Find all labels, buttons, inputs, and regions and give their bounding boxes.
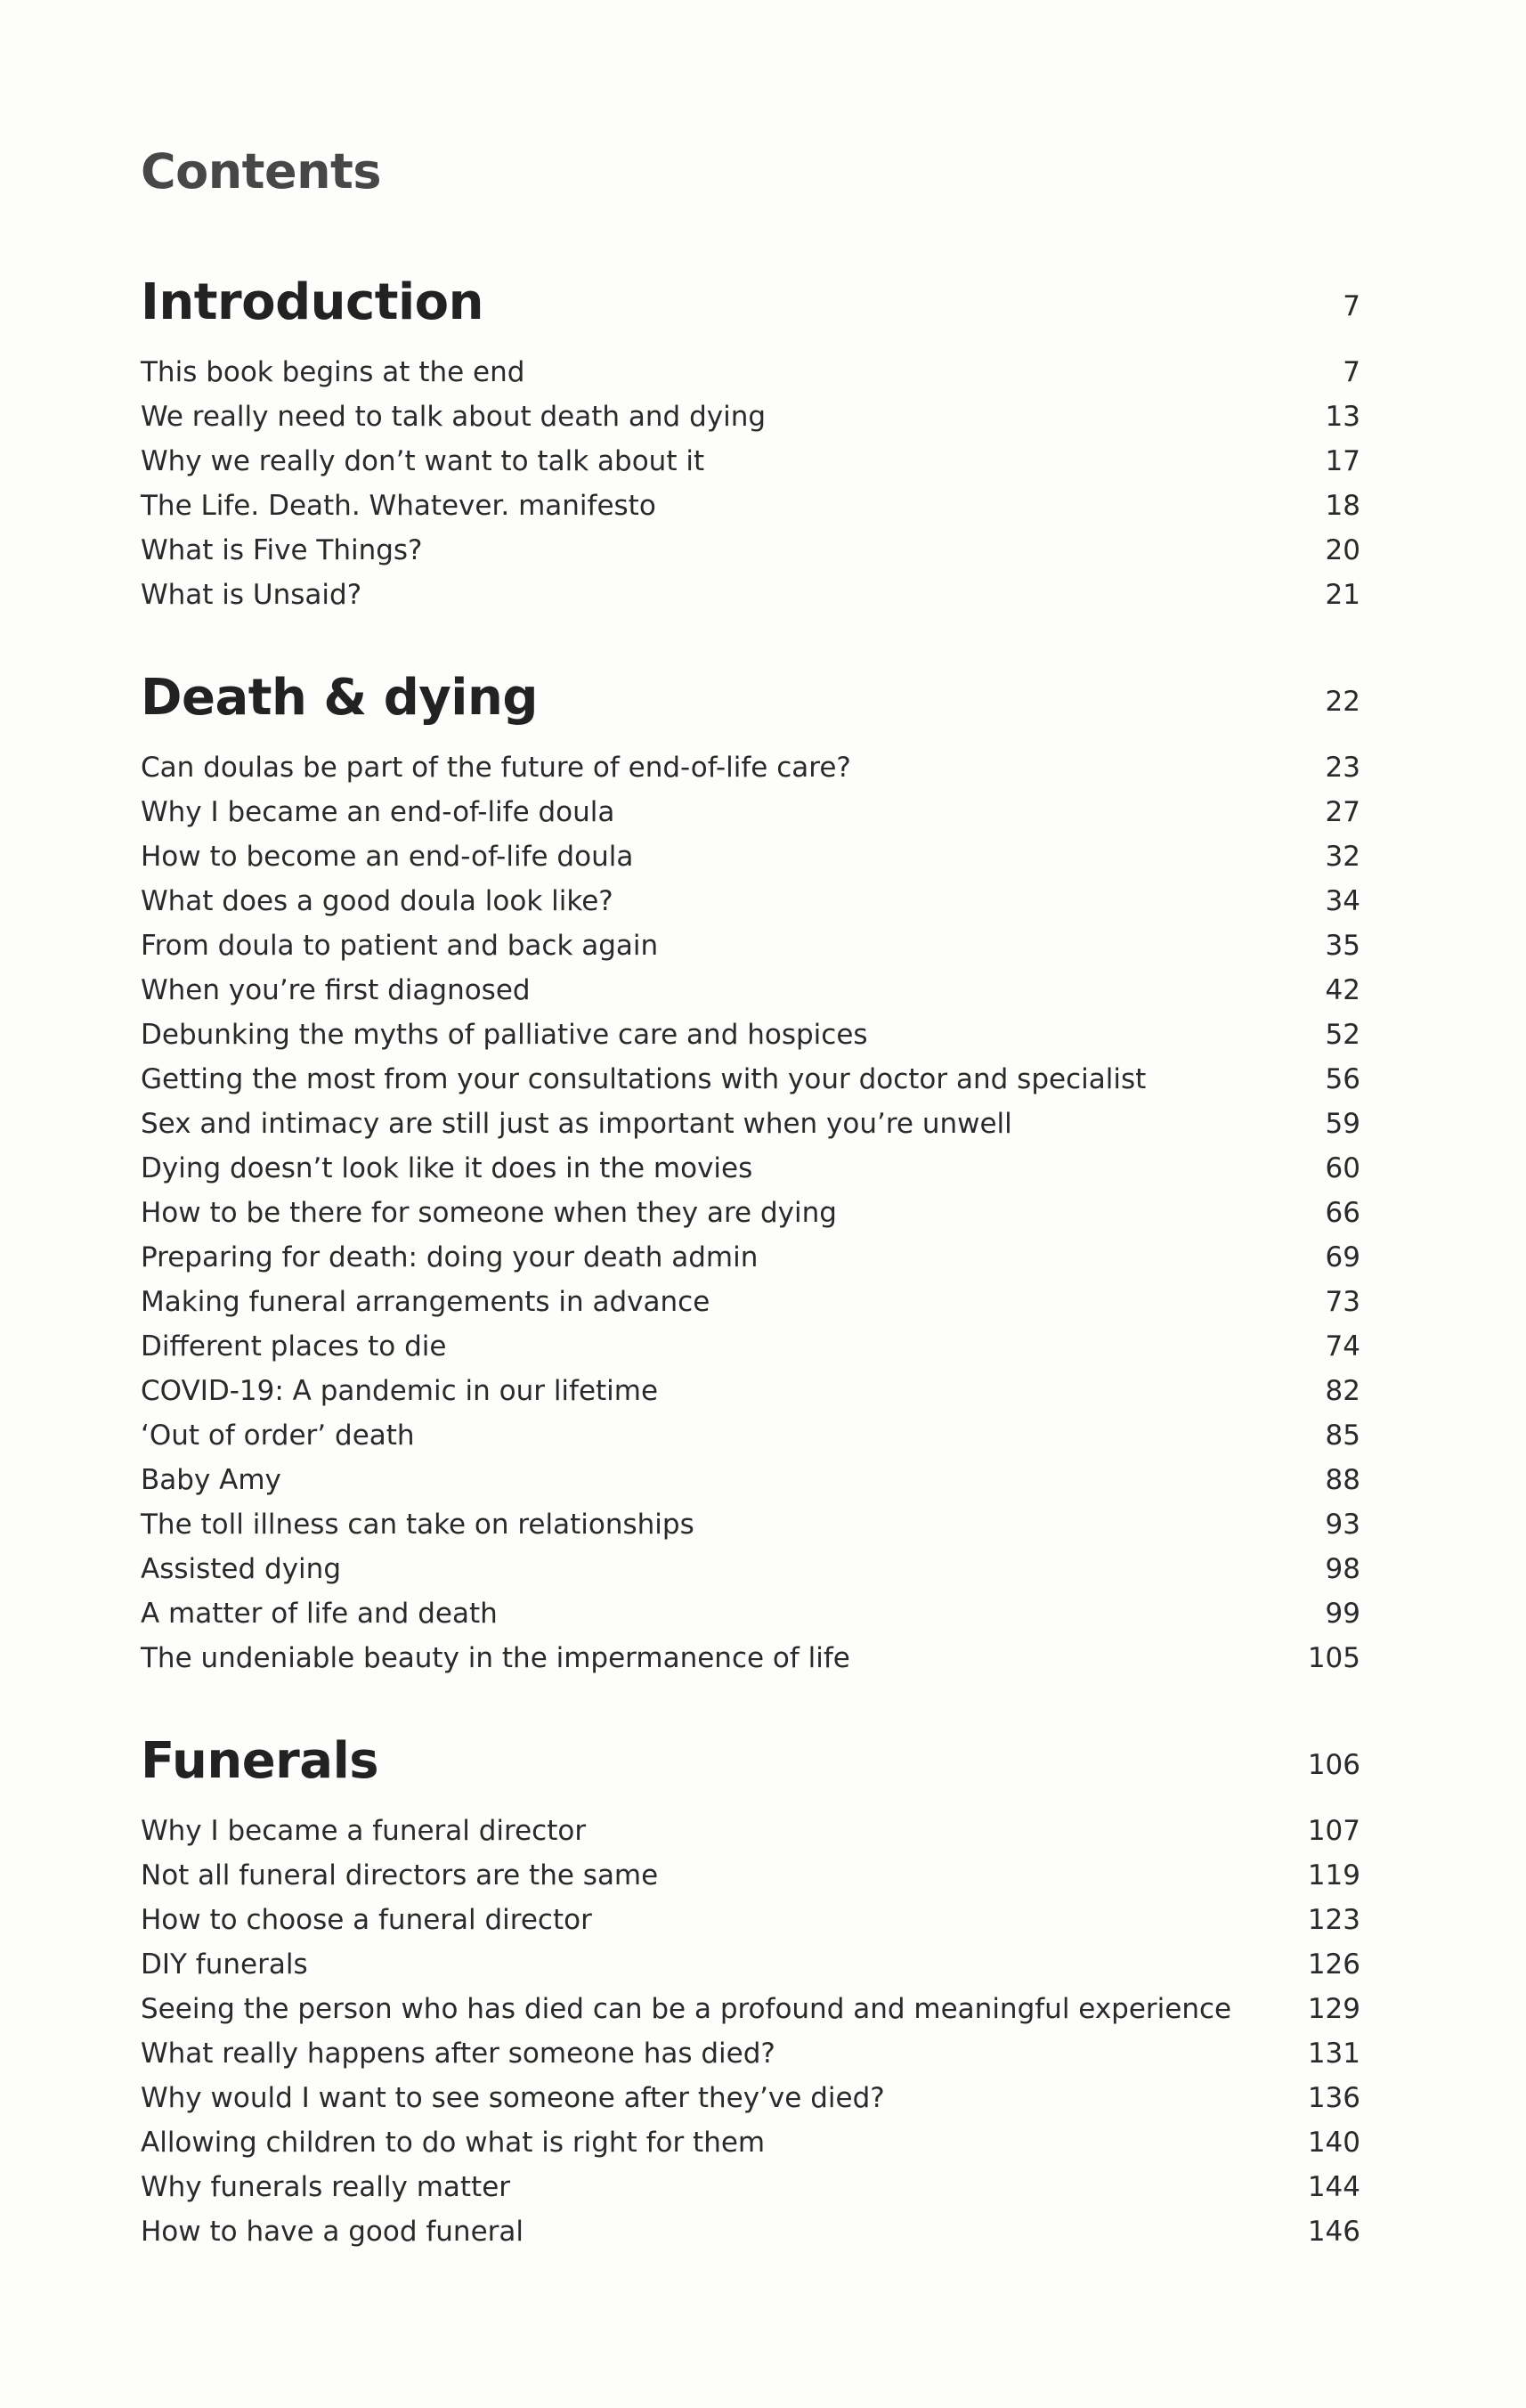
entry-title: Different places to die <box>141 1330 447 1363</box>
entry-title: Why I became an end-of-life doula <box>141 796 615 828</box>
entry-page-number: 144 <box>1307 2171 1360 2203</box>
entry-title: What does a good doula look like? <box>141 885 613 917</box>
section-title: Introduction <box>141 273 484 331</box>
entry-title: The undeniable beauty in the impermanence of life <box>141 1642 850 1674</box>
entry-title: Can doulas be part of the future of end-of-life care? <box>141 752 851 784</box>
section-heading[interactable] <box>141 266 1360 338</box>
contents-page <box>141 141 1360 2254</box>
toc-entry[interactable] <box>141 1369 1360 1413</box>
entry-title: The toll illness can take on relationships <box>141 1509 694 1541</box>
section-page-number: 22 <box>1325 686 1360 718</box>
toc-entry[interactable] <box>141 1413 1360 1458</box>
toc-entry[interactable] <box>141 879 1360 923</box>
entry-title: Why would I want to see someone after they’ve died? <box>141 2082 885 2114</box>
entry-title: Baby Amy <box>141 1464 281 1496</box>
toc-entry[interactable] <box>141 1809 1360 1853</box>
entry-title: What really happens after someone has died? <box>141 2038 775 2070</box>
entry-title: Why we really don’t want to talk about it <box>141 445 705 477</box>
entry-page-number: 27 <box>1325 796 1360 828</box>
entry-page-number: 136 <box>1307 2082 1360 2114</box>
toc-entry[interactable] <box>141 1547 1360 1591</box>
toc-entry[interactable] <box>141 2165 1360 2209</box>
entry-page-number: 126 <box>1307 1948 1360 1981</box>
toc-entry[interactable] <box>141 484 1360 528</box>
entry-page-number: 88 <box>1325 1464 1360 1496</box>
entry-title: Why I became a funeral director <box>141 1815 587 1847</box>
entry-title: How to be there for someone when they are dying <box>141 1197 837 1229</box>
toc-entry[interactable] <box>141 1853 1360 1898</box>
toc-entry[interactable] <box>141 1280 1360 1324</box>
toc-entry[interactable] <box>141 350 1360 395</box>
entry-page-number: 7 <box>1343 356 1360 388</box>
toc-entry[interactable] <box>141 790 1360 834</box>
entry-title: Dying doesn’t look like it does in the movies <box>141 1152 753 1184</box>
entry-title: Sex and intimacy are still just as important when you’re unwell <box>141 1108 1012 1140</box>
entry-list <box>141 745 1360 1680</box>
entry-title: We really need to talk about death and dying <box>141 401 767 433</box>
entry-page-number: 17 <box>1325 445 1360 477</box>
toc-entry[interactable] <box>141 573 1360 617</box>
toc-entry[interactable] <box>141 1636 1360 1680</box>
entry-title: Making funeral arrangements in advance <box>141 1286 710 1318</box>
entry-title: COVID-19: A pandemic in our lifetime <box>141 1375 659 1407</box>
toc-entry[interactable] <box>141 1013 1360 1057</box>
entry-title: Not all funeral directors are the same <box>141 1859 659 1891</box>
entry-page-number: 105 <box>1307 1642 1360 1674</box>
toc-entry[interactable] <box>141 834 1360 879</box>
toc-section <box>141 662 1360 1680</box>
section-page-number: 106 <box>1307 1749 1360 1781</box>
toc-entry[interactable] <box>141 1324 1360 1369</box>
entry-page-number: 98 <box>1325 1553 1360 1585</box>
entry-title: What is Five Things? <box>141 534 423 566</box>
toc-entry[interactable] <box>141 395 1360 439</box>
entry-page-number: 69 <box>1325 1241 1360 1273</box>
entry-page-number: 123 <box>1307 1904 1360 1936</box>
toc-entry[interactable] <box>141 1146 1360 1191</box>
toc-entry[interactable] <box>141 1942 1360 1987</box>
toc-entry[interactable] <box>141 2031 1360 2076</box>
entry-list <box>141 1809 1360 2254</box>
entry-title: Debunking the myths of palliative care and hospices <box>141 1019 868 1051</box>
entry-title: Seeing the person who has died can be a profound and meaningful experience <box>141 1993 1232 2025</box>
toc-entry[interactable] <box>141 1235 1360 1280</box>
toc-sections <box>141 266 1360 2254</box>
toc-entry[interactable] <box>141 745 1360 790</box>
toc-section <box>141 1725 1360 2254</box>
toc-entry[interactable] <box>141 1502 1360 1547</box>
entry-page-number: 42 <box>1325 974 1360 1006</box>
entry-page-number: 21 <box>1325 579 1360 611</box>
entry-page-number: 129 <box>1307 1993 1360 2025</box>
section-page-number: 7 <box>1343 290 1360 322</box>
entry-title: Preparing for death: doing your death admin <box>141 1241 759 1273</box>
entry-list <box>141 350 1360 617</box>
entry-title: The Life. Death. Whatever. manifesto <box>141 490 656 522</box>
entry-title: When you’re first diagnosed <box>141 974 531 1006</box>
entry-title: Why funerals really matter <box>141 2171 511 2203</box>
entry-page-number: 23 <box>1325 752 1360 784</box>
section-title: Death & dying <box>141 668 538 727</box>
entry-page-number: 18 <box>1325 490 1360 522</box>
entry-page-number: 146 <box>1307 2216 1360 2248</box>
entry-title: Allowing children to do what is right for them <box>141 2127 766 2159</box>
entry-page-number: 85 <box>1325 1420 1360 1452</box>
toc-entry[interactable] <box>141 1057 1360 1102</box>
entry-page-number: 35 <box>1325 930 1360 962</box>
page-title: Contents <box>141 143 382 199</box>
entry-title: This book begins at the end <box>141 356 525 388</box>
entry-page-number: 131 <box>1307 2038 1360 2070</box>
toc-entry[interactable] <box>141 1987 1360 2031</box>
toc-entry[interactable] <box>141 968 1360 1013</box>
entry-page-number: 13 <box>1325 401 1360 433</box>
entry-page-number: 99 <box>1325 1598 1360 1630</box>
section-heading[interactable] <box>141 662 1360 733</box>
toc-entry[interactable] <box>141 528 1360 573</box>
toc-entry[interactable] <box>141 1458 1360 1502</box>
entry-page-number: 52 <box>1325 1019 1360 1051</box>
entry-page-number: 93 <box>1325 1509 1360 1541</box>
entry-page-number: 56 <box>1325 1063 1360 1095</box>
toc-entry[interactable] <box>141 2076 1360 2120</box>
entry-page-number: 73 <box>1325 1286 1360 1318</box>
toc-entry[interactable] <box>141 1102 1360 1146</box>
entry-page-number: 59 <box>1325 1108 1360 1140</box>
toc-entry[interactable] <box>141 923 1360 968</box>
entry-title: ‘Out of order’ death <box>141 1420 415 1452</box>
entry-page-number: 140 <box>1307 2127 1360 2159</box>
toc-section <box>141 266 1360 617</box>
entry-title: From doula to patient and back again <box>141 930 659 962</box>
entry-page-number: 66 <box>1325 1197 1360 1229</box>
entry-page-number: 82 <box>1325 1375 1360 1407</box>
toc-entry[interactable] <box>141 1191 1360 1235</box>
entry-page-number: 107 <box>1307 1815 1360 1847</box>
section-title: Funerals <box>141 1731 379 1790</box>
toc-entry[interactable] <box>141 2209 1360 2254</box>
entry-title: DIY funerals <box>141 1948 308 1981</box>
entry-page-number: 60 <box>1325 1152 1360 1184</box>
section-heading[interactable] <box>141 1725 1360 1796</box>
entry-page-number: 119 <box>1307 1859 1360 1891</box>
entry-page-number: 32 <box>1325 841 1360 873</box>
entry-page-number: 74 <box>1325 1330 1360 1363</box>
entry-title: Getting the most from your consultations with your doctor and specialist <box>141 1063 1147 1095</box>
entry-title: Assisted dying <box>141 1553 341 1585</box>
entry-page-number: 20 <box>1325 534 1360 566</box>
toc-entry[interactable] <box>141 439 1360 484</box>
entry-page-number: 34 <box>1325 885 1360 917</box>
toc-entry[interactable] <box>141 1591 1360 1636</box>
toc-entry[interactable] <box>141 2120 1360 2165</box>
entry-title: How to have a good funeral <box>141 2216 524 2248</box>
entry-title: What is Unsaid? <box>141 579 362 611</box>
entry-title: How to become an end-of-life doula <box>141 841 634 873</box>
entry-title: A matter of life and death <box>141 1598 498 1630</box>
entry-title: How to choose a funeral director <box>141 1904 592 1936</box>
toc-entry[interactable] <box>141 1898 1360 1942</box>
